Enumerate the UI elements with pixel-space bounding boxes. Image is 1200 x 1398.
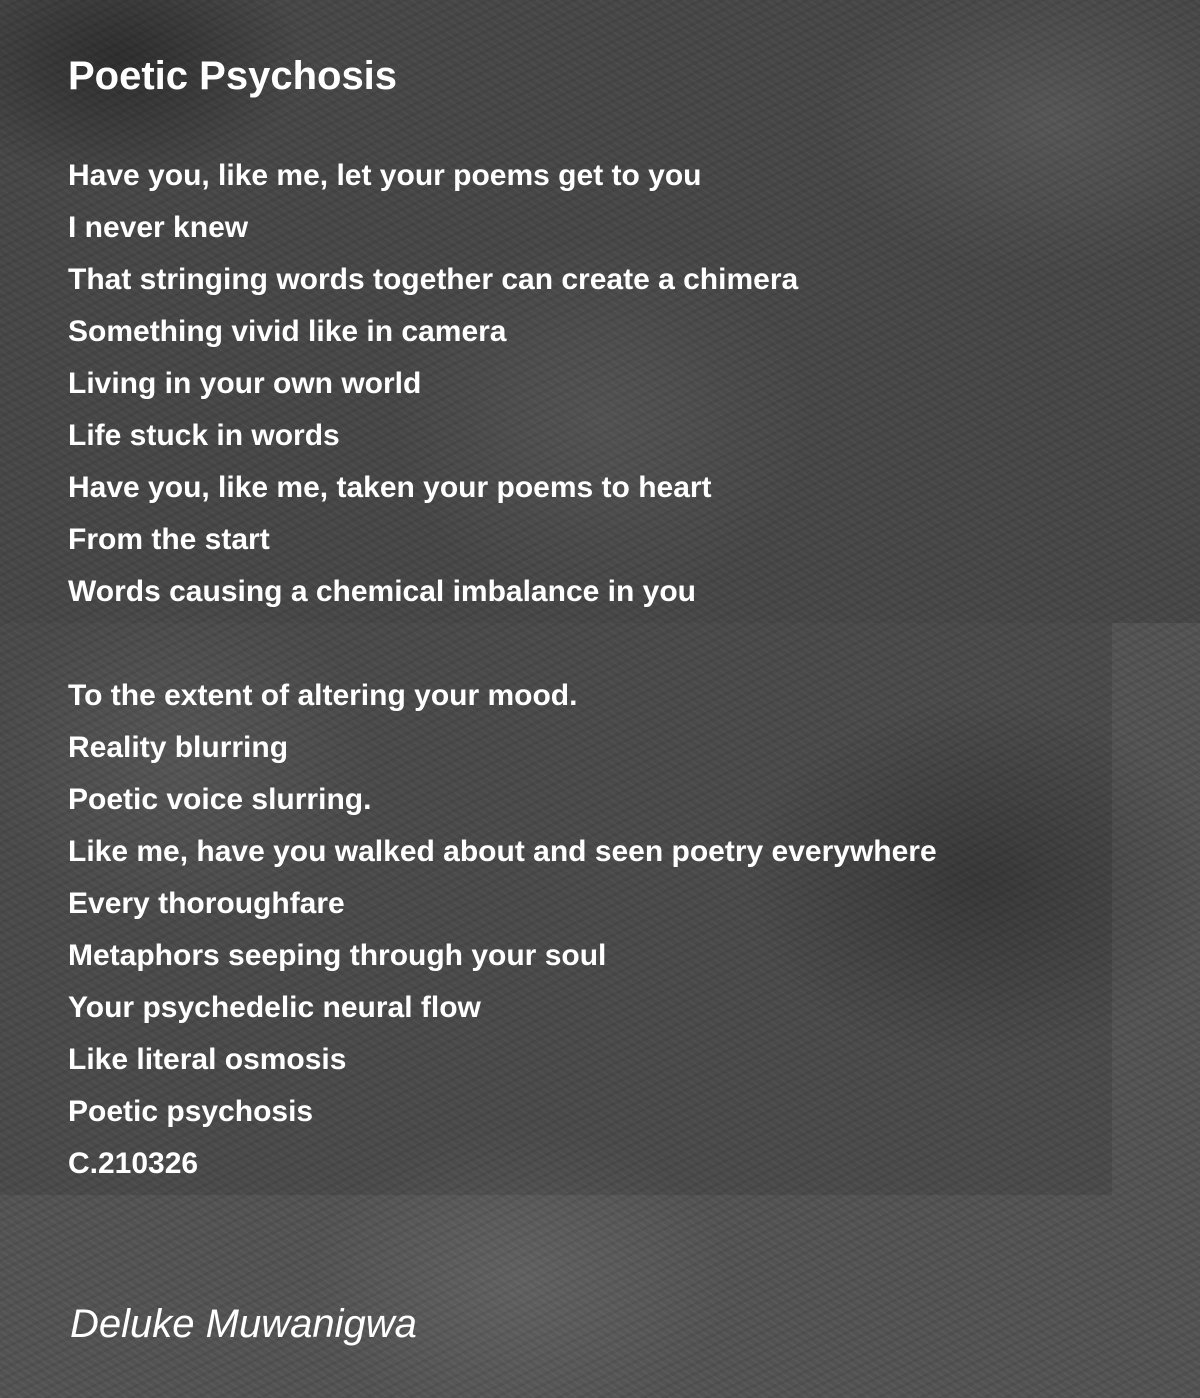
poem-line: Like me, have you walked about and seen poetry everywhere	[68, 835, 937, 868]
poem-line: That stringing words together can create a chimera	[68, 263, 799, 296]
poem-line: Living in your own world	[68, 367, 422, 400]
poem-line: Something vivid like in camera	[68, 315, 507, 348]
poem-line: Reality blurring	[68, 731, 289, 764]
poem-line: From the start	[68, 523, 270, 556]
poem-line: Your psychedelic neural flow	[68, 991, 481, 1024]
poem-line: Words causing a chemical imbalance in you	[68, 575, 696, 608]
poem-title: Poetic Psychosis	[68, 54, 398, 98]
poem-line: To the extent of altering your mood.	[68, 679, 578, 712]
poem-line: Life stuck in words	[68, 419, 340, 452]
poem-signature-code: C.210326	[68, 1147, 199, 1180]
poem-stanza-2	[68, 670, 937, 1190]
poem-line: Have you, like me, let your poems get to you	[68, 159, 702, 192]
poem-line: I never knew	[68, 211, 249, 244]
poem-line: Have you, like me, taken your poems to heart	[68, 471, 712, 504]
poem-line: Like literal osmosis	[68, 1043, 347, 1076]
poem-author: Deluke Muwanigwa	[70, 1302, 417, 1346]
poem-stanza-1	[68, 150, 798, 618]
poem-line: Poetic voice slurring.	[68, 783, 372, 816]
poem-line: Every thoroughfare	[68, 887, 345, 920]
poem-line: Metaphors seeping through your soul	[68, 939, 607, 972]
poem-line: Poetic psychosis	[68, 1095, 314, 1128]
